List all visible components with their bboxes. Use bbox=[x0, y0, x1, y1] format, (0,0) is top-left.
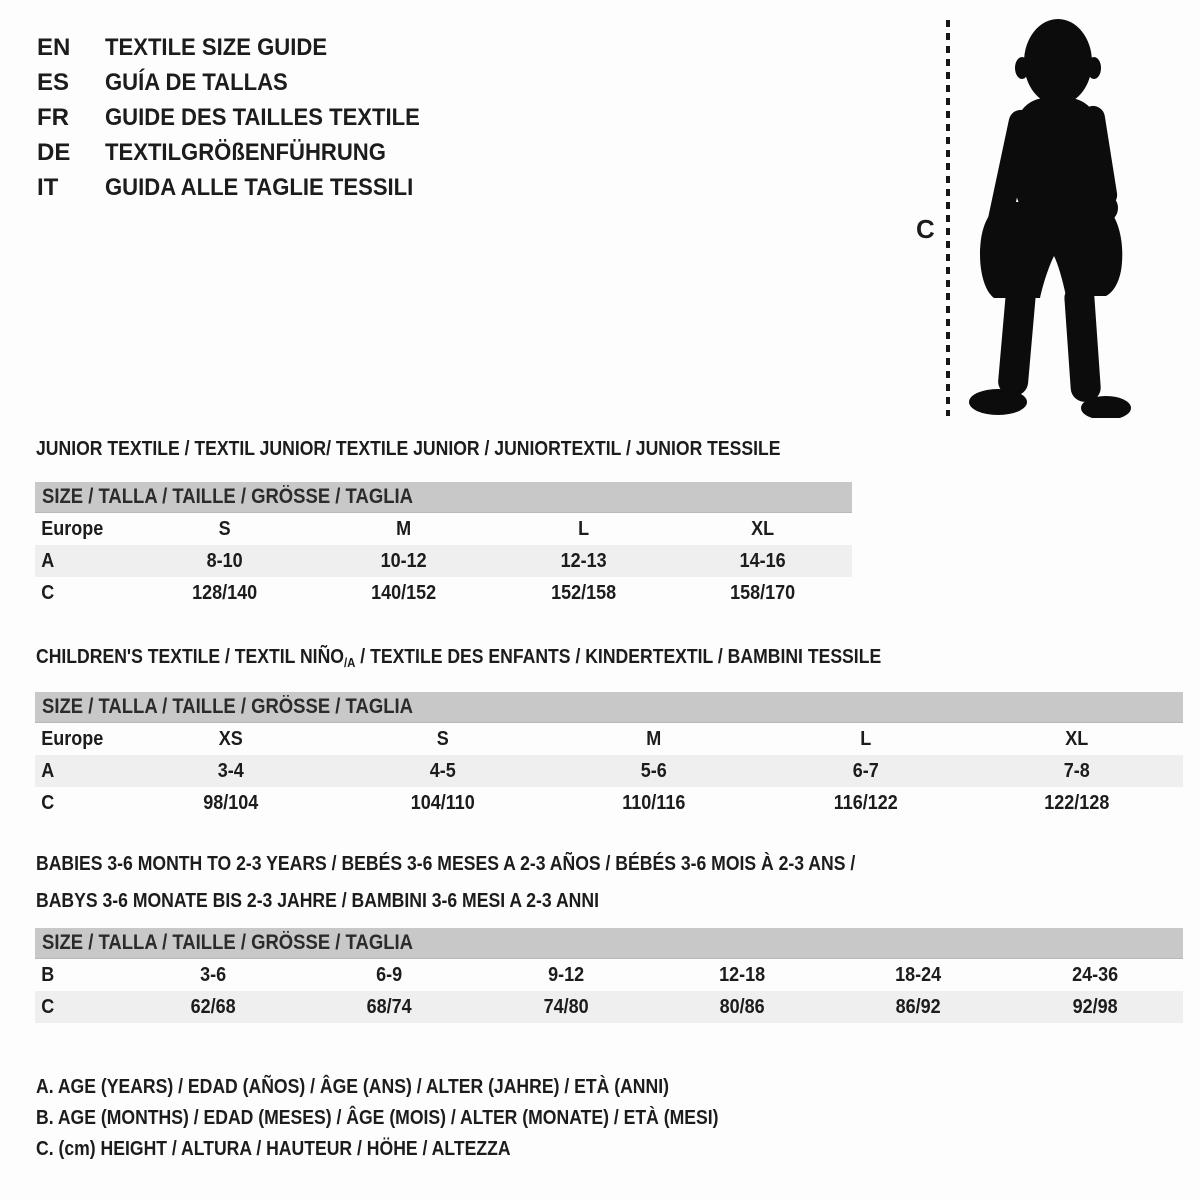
region-label: Europe bbox=[41, 727, 104, 750]
value-cell: 110/116 bbox=[622, 791, 686, 814]
value-cell: 9-12 bbox=[547, 963, 584, 986]
size-cell: XL bbox=[750, 517, 774, 540]
value-cell: 116/122 bbox=[833, 791, 898, 814]
babies-title-line1: BABIES 3-6 MONTH TO 2-3 YEARS / BEBÉS 3-6 MESES A 2-3 AÑOS / BÉBÉS 3-6 MOIS À 2-3 ANS / bbox=[36, 853, 856, 875]
value-cell: 6-7 bbox=[852, 759, 879, 782]
children-title-sub: /A bbox=[343, 655, 356, 670]
value-cell: 80/86 bbox=[719, 995, 765, 1018]
value-cell: 122/128 bbox=[1044, 791, 1110, 814]
junior-title-text: JUNIOR TEXTILE / TEXTIL JUNIOR/ TEXTILE JUNIOR / JUNIORTEXTIL / JUNIOR TESSILE bbox=[36, 438, 781, 460]
table-row-age bbox=[35, 545, 852, 577]
value-cell: 152/158 bbox=[550, 581, 616, 604]
guide-title-de: TEXTILGRÖßENFÜHRUNG bbox=[105, 139, 386, 166]
guide-title-it: GUIDA ALLE TAGLIE TESSILI bbox=[105, 174, 414, 201]
value-cell: 104/110 bbox=[410, 791, 475, 814]
row-label: B bbox=[41, 963, 55, 986]
size-cell: M bbox=[646, 727, 662, 750]
children-section-title bbox=[36, 644, 996, 676]
table-row-sizes bbox=[35, 513, 852, 545]
legend-a-text: A. AGE (YEARS) / EDAD (AÑOS) / ÂGE (ANS) / ALTER (JAHRE) / ETÀ (ANNI) bbox=[36, 1076, 669, 1098]
table-row-months bbox=[35, 959, 1183, 991]
value-cell: 8-10 bbox=[206, 549, 243, 572]
size-cell: S bbox=[436, 727, 449, 750]
size-header-bar bbox=[35, 482, 852, 513]
table-row-age bbox=[35, 755, 1183, 787]
table-row-sizes bbox=[35, 723, 1183, 755]
children-size-table bbox=[35, 692, 1183, 819]
value-cell: 14-16 bbox=[739, 549, 786, 572]
legend-c-text: C. (cm) HEIGHT / ALTURA / HAUTEUR / HÖHE / ALTEZZA bbox=[36, 1138, 511, 1160]
value-cell: 62/68 bbox=[190, 995, 236, 1018]
value-cell: 128/140 bbox=[192, 581, 258, 604]
value-cell: 3-6 bbox=[200, 963, 227, 986]
children-title-part2: / TEXTILE DES ENFANTS / KINDERTEXTIL / BAMBINI TESSILE bbox=[355, 646, 882, 668]
toddler-silhouette-icon bbox=[960, 12, 1136, 418]
value-cell: 3-4 bbox=[217, 759, 244, 782]
size-header-label: SIZE / TALLA / TAILLE / GRÖSSE / TAGLIA bbox=[42, 485, 413, 508]
size-header-bar bbox=[35, 692, 1183, 723]
value-cell: 98/104 bbox=[203, 791, 259, 814]
language-title-list bbox=[37, 30, 447, 205]
language-row-de bbox=[37, 135, 447, 170]
value-cell: 86/92 bbox=[895, 995, 942, 1018]
size-cell: L bbox=[860, 727, 872, 750]
row-label: C bbox=[41, 581, 55, 604]
babies-section-title bbox=[36, 846, 967, 920]
value-cell: 7-8 bbox=[1064, 759, 1091, 782]
value-cell: 92/98 bbox=[1072, 995, 1118, 1018]
language-row-es bbox=[37, 65, 447, 100]
language-row-en bbox=[37, 30, 447, 65]
row-label: A bbox=[41, 549, 55, 572]
guide-title-es: GUÍA DE TALLAS bbox=[105, 69, 288, 96]
table-row-height bbox=[35, 787, 1183, 819]
value-cell: 24-36 bbox=[1071, 963, 1118, 986]
legend-b-text: B. AGE (MONTHS) / EDAD (MESES) / ÂGE (MOIS) / ALTER (MONATE) / ETÀ (MESI) bbox=[36, 1107, 719, 1129]
table-row-height bbox=[35, 577, 852, 609]
size-cell: XL bbox=[1065, 727, 1089, 750]
value-cell: 10-12 bbox=[380, 549, 427, 572]
language-row-fr bbox=[37, 100, 447, 135]
value-cell: 12-18 bbox=[719, 963, 766, 986]
language-row-it bbox=[37, 170, 447, 205]
guide-title-en: TEXTILE SIZE GUIDE bbox=[105, 34, 328, 61]
value-cell: 158/170 bbox=[729, 581, 795, 604]
legend-line-a bbox=[36, 1072, 812, 1103]
language-code: ES bbox=[37, 69, 70, 96]
value-cell: 140/152 bbox=[371, 581, 437, 604]
value-cell: 18-24 bbox=[895, 963, 942, 986]
legend-line-b bbox=[36, 1103, 812, 1134]
value-cell: 4-5 bbox=[429, 759, 456, 782]
junior-section-title bbox=[36, 436, 882, 462]
babies-size-table bbox=[35, 928, 1183, 1023]
size-cell: S bbox=[218, 517, 231, 540]
size-cell: M bbox=[396, 517, 412, 540]
region-label: Europe bbox=[41, 517, 104, 540]
junior-size-table bbox=[35, 482, 852, 609]
value-cell: 68/74 bbox=[366, 995, 413, 1018]
value-cell: 6-9 bbox=[376, 963, 403, 986]
height-measure-label: C bbox=[916, 214, 935, 244]
children-title-part1: CHILDREN'S TEXTILE / TEXTIL NIÑO bbox=[36, 646, 344, 668]
value-cell: 12-13 bbox=[560, 549, 607, 572]
value-cell: 74/80 bbox=[543, 995, 589, 1018]
legend-line-c bbox=[36, 1134, 812, 1165]
language-code: IT bbox=[37, 174, 59, 201]
language-code: FR bbox=[37, 104, 69, 131]
size-header-bar bbox=[35, 928, 1183, 959]
size-header-label: SIZE / TALLA / TAILLE / GRÖSSE / TAGLIA bbox=[42, 931, 413, 954]
size-cell: L bbox=[577, 517, 589, 540]
height-measure-dashed-line bbox=[946, 20, 950, 416]
row-label: C bbox=[41, 995, 55, 1018]
language-code: DE bbox=[37, 139, 71, 166]
size-cell: XS bbox=[218, 727, 243, 750]
size-header-label: SIZE / TALLA / TAILLE / GRÖSSE / TAGLIA bbox=[42, 695, 413, 718]
measurement-legend bbox=[36, 1072, 812, 1165]
value-cell: 5-6 bbox=[640, 759, 667, 782]
babies-title-line2: BABYS 3-6 MONATE BIS 2-3 JAHRE / BAMBINI 3-6 MESI A 2-3 ANNI bbox=[36, 890, 599, 912]
row-label: A bbox=[41, 759, 55, 782]
guide-title-fr: GUIDE DES TAILLES TEXTILE bbox=[105, 104, 420, 131]
language-code: EN bbox=[37, 34, 71, 61]
row-label: C bbox=[41, 791, 55, 814]
table-row-height bbox=[35, 991, 1183, 1023]
